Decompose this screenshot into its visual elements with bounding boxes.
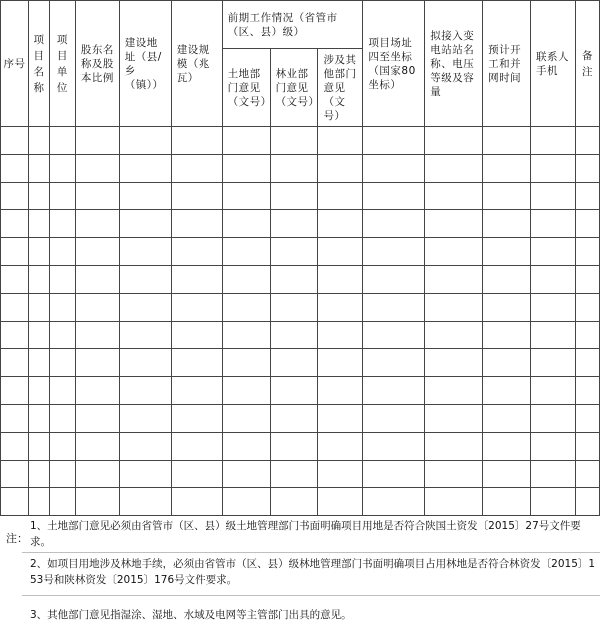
table-cell[interactable] <box>49 293 75 321</box>
table-cell[interactable] <box>575 182 599 210</box>
table-cell[interactable] <box>171 238 222 266</box>
table-cell[interactable] <box>425 182 483 210</box>
table-cell[interactable] <box>270 154 318 182</box>
table-cell[interactable] <box>425 460 483 488</box>
table-cell[interactable] <box>531 321 576 349</box>
table-cell[interactable] <box>425 293 483 321</box>
note-item-1: 1、土地部门意见必须由省管市（区、县）级土地管理部门书面明确项目用地是否符合陕国土资发〔2015〕27号文件要求。 <box>30 520 581 548</box>
header-forest-opinion: 林业部门意见（文号） <box>270 49 318 127</box>
table-cell[interactable] <box>49 154 75 182</box>
table-cell[interactable] <box>28 432 49 460</box>
table-cell[interactable] <box>222 432 270 460</box>
table-cell[interactable] <box>222 404 270 432</box>
table-cell[interactable] <box>28 321 49 349</box>
table-cell[interactable] <box>1 293 29 321</box>
table-cell[interactable] <box>119 238 171 266</box>
table-cell[interactable] <box>363 349 425 377</box>
table-cell[interactable] <box>318 210 363 238</box>
table-cell[interactable] <box>531 127 576 155</box>
header-project-unit: 项目单位 <box>49 1 75 127</box>
table-cell[interactable] <box>575 293 599 321</box>
table-cell[interactable] <box>171 210 222 238</box>
table-cell[interactable] <box>75 265 119 293</box>
table-cell[interactable] <box>1 488 29 516</box>
table-cell[interactable] <box>363 377 425 405</box>
table-cell[interactable] <box>171 349 222 377</box>
table-cell[interactable] <box>531 432 576 460</box>
header-grid-time: 预计开工和并网时间 <box>483 1 531 127</box>
table-cell[interactable] <box>363 404 425 432</box>
header-other-opinion: 涉及其他部门意见（文号） <box>318 49 363 127</box>
table-cell[interactable] <box>270 182 318 210</box>
table-cell[interactable] <box>49 127 75 155</box>
table-cell[interactable] <box>575 238 599 266</box>
table-row <box>1 460 600 488</box>
table-cell[interactable] <box>1 238 29 266</box>
table-cell[interactable] <box>222 154 270 182</box>
table-cell[interactable] <box>575 127 599 155</box>
table-cell[interactable] <box>171 182 222 210</box>
table-cell[interactable] <box>318 404 363 432</box>
table-cell[interactable] <box>75 321 119 349</box>
table-cell[interactable] <box>119 349 171 377</box>
table-cell[interactable] <box>318 154 363 182</box>
header-prelim-group: 前期工作情况（省管市（区、县）级） <box>222 1 363 49</box>
table-cell[interactable] <box>1 432 29 460</box>
table-cell[interactable] <box>119 127 171 155</box>
header-seq: 序号 <box>1 1 29 127</box>
table-cell[interactable] <box>1 377 29 405</box>
table-cell[interactable] <box>575 210 599 238</box>
table-cell[interactable] <box>75 404 119 432</box>
table-cell[interactable] <box>575 154 599 182</box>
header-location: 建设地址（县/乡（镇）） <box>119 1 171 127</box>
table-cell[interactable] <box>270 210 318 238</box>
table-cell[interactable] <box>28 293 49 321</box>
table-cell[interactable] <box>531 488 576 516</box>
table-cell[interactable] <box>425 321 483 349</box>
table-row <box>1 321 600 349</box>
table-cell[interactable] <box>171 154 222 182</box>
table-cell[interactable] <box>318 460 363 488</box>
table-cell[interactable] <box>119 432 171 460</box>
table-cell[interactable] <box>483 265 531 293</box>
table-cell[interactable] <box>483 432 531 460</box>
table-cell[interactable] <box>575 265 599 293</box>
table-cell[interactable] <box>119 154 171 182</box>
table-cell[interactable] <box>318 182 363 210</box>
table-row <box>1 432 600 460</box>
table-cell[interactable] <box>75 238 119 266</box>
table-cell[interactable] <box>49 182 75 210</box>
table-cell[interactable] <box>531 182 576 210</box>
table-cell[interactable] <box>483 404 531 432</box>
table-cell[interactable] <box>222 238 270 266</box>
table-cell[interactable] <box>75 154 119 182</box>
table-cell[interactable] <box>49 460 75 488</box>
table-cell[interactable] <box>119 210 171 238</box>
table-cell[interactable] <box>363 210 425 238</box>
table-cell[interactable] <box>318 488 363 516</box>
table-cell[interactable] <box>318 265 363 293</box>
table-cell[interactable] <box>119 460 171 488</box>
table-cell[interactable] <box>425 432 483 460</box>
table-cell[interactable] <box>483 182 531 210</box>
table-cell[interactable] <box>119 488 171 516</box>
table-cell[interactable] <box>75 377 119 405</box>
table-cell[interactable] <box>425 349 483 377</box>
table-cell[interactable] <box>483 377 531 405</box>
header-remark: 备注 <box>575 1 599 127</box>
table-cell[interactable] <box>222 488 270 516</box>
table-row <box>1 154 600 182</box>
table-cell[interactable] <box>75 210 119 238</box>
table-cell[interactable] <box>119 377 171 405</box>
table-cell[interactable] <box>483 127 531 155</box>
table-cell[interactable] <box>171 460 222 488</box>
table-cell[interactable] <box>171 127 222 155</box>
notes-section <box>0 516 600 633</box>
table-cell[interactable] <box>171 377 222 405</box>
table-cell[interactable] <box>1 210 29 238</box>
table-cell[interactable] <box>531 293 576 321</box>
table-cell[interactable] <box>28 460 49 488</box>
table-cell[interactable] <box>222 210 270 238</box>
table-cell[interactable] <box>363 432 425 460</box>
table-cell[interactable] <box>222 349 270 377</box>
header-substation: 拟接入变电站站名称、电压等级及容量 <box>425 1 483 127</box>
table-cell[interactable] <box>318 432 363 460</box>
table-cell[interactable] <box>119 404 171 432</box>
table-cell[interactable] <box>425 265 483 293</box>
table-cell[interactable] <box>270 488 318 516</box>
table-cell[interactable] <box>425 488 483 516</box>
table-cell[interactable] <box>483 238 531 266</box>
table-cell[interactable] <box>425 377 483 405</box>
table-cell[interactable] <box>49 238 75 266</box>
table-cell[interactable] <box>270 265 318 293</box>
table-cell[interactable] <box>75 127 119 155</box>
table-cell[interactable] <box>171 432 222 460</box>
table-cell[interactable] <box>28 154 49 182</box>
table-cell[interactable] <box>270 321 318 349</box>
table-cell[interactable] <box>75 432 119 460</box>
table-cell[interactable] <box>171 321 222 349</box>
table-cell[interactable] <box>363 321 425 349</box>
table-row <box>1 182 600 210</box>
table-cell[interactable] <box>318 349 363 377</box>
table-cell[interactable] <box>49 488 75 516</box>
table-cell[interactable] <box>363 182 425 210</box>
table-cell[interactable] <box>575 488 599 516</box>
header-shareholders: 股东名称及股本比例 <box>75 1 119 127</box>
table-cell[interactable] <box>222 321 270 349</box>
table-cell[interactable] <box>1 321 29 349</box>
note-item-2: 2、如项目用地涉及林地手续，必须由省管市（区、县）级林地管理部门书面明确项目占用林地是否符合林资发〔2015〕153号和陕林资发〔2015〕176号文件要求。 <box>30 558 596 586</box>
table-cell[interactable] <box>1 127 29 155</box>
table-cell[interactable] <box>49 321 75 349</box>
table-row <box>1 404 600 432</box>
table-cell[interactable] <box>531 460 576 488</box>
table-cell[interactable] <box>363 127 425 155</box>
note-divider <box>22 552 600 553</box>
table-cell[interactable] <box>575 377 599 405</box>
table-cell[interactable] <box>363 154 425 182</box>
table-cell[interactable] <box>270 377 318 405</box>
table-cell[interactable] <box>270 460 318 488</box>
table-cell[interactable] <box>222 265 270 293</box>
table-cell[interactable] <box>318 238 363 266</box>
table-cell[interactable] <box>318 127 363 155</box>
table-cell[interactable] <box>222 460 270 488</box>
table-cell[interactable] <box>119 182 171 210</box>
table-cell[interactable] <box>1 265 29 293</box>
table-row <box>1 488 600 516</box>
table-cell[interactable] <box>49 349 75 377</box>
table-cell[interactable] <box>75 349 119 377</box>
table-cell[interactable] <box>318 377 363 405</box>
table-cell[interactable] <box>363 238 425 266</box>
table-cell[interactable] <box>425 154 483 182</box>
table-cell[interactable] <box>1 404 29 432</box>
table-cell[interactable] <box>363 265 425 293</box>
table-cell[interactable] <box>363 488 425 516</box>
table-cell[interactable] <box>575 432 599 460</box>
table-cell[interactable] <box>222 293 270 321</box>
table-cell[interactable] <box>483 293 531 321</box>
table-cell[interactable] <box>531 210 576 238</box>
header-project-name: 项目名称 <box>28 1 49 127</box>
table-cell[interactable] <box>575 404 599 432</box>
table-cell[interactable] <box>75 293 119 321</box>
header-row-top <box>1 1 600 49</box>
table-row <box>1 210 600 238</box>
table-cell[interactable] <box>483 210 531 238</box>
table-cell[interactable] <box>1 182 29 210</box>
table-cell[interactable] <box>28 210 49 238</box>
table-cell[interactable] <box>49 404 75 432</box>
table-cell[interactable] <box>75 182 119 210</box>
table-row <box>1 127 600 155</box>
table-cell[interactable] <box>28 488 49 516</box>
header-scale: 建设规模（兆瓦） <box>171 1 222 127</box>
table-cell[interactable] <box>270 127 318 155</box>
table-cell[interactable] <box>531 404 576 432</box>
table-cell[interactable] <box>119 293 171 321</box>
table-cell[interactable] <box>119 265 171 293</box>
table-cell[interactable] <box>49 265 75 293</box>
table-cell[interactable] <box>49 377 75 405</box>
table-cell[interactable] <box>28 404 49 432</box>
table-cell[interactable] <box>425 404 483 432</box>
header-land-opinion: 土地部门意见（文号） <box>222 49 270 127</box>
table-cell[interactable] <box>425 127 483 155</box>
table-cell[interactable] <box>28 127 49 155</box>
table-cell[interactable] <box>119 321 171 349</box>
table-cell[interactable] <box>28 377 49 405</box>
table-cell[interactable] <box>531 154 576 182</box>
table-cell[interactable] <box>28 349 49 377</box>
table-cell[interactable] <box>1 154 29 182</box>
table-cell[interactable] <box>575 321 599 349</box>
table-cell[interactable] <box>483 488 531 516</box>
table-row <box>1 265 600 293</box>
note-divider <box>22 595 600 596</box>
notes-label: 注： <box>6 532 28 545</box>
table-cell[interactable] <box>28 182 49 210</box>
table-cell[interactable] <box>363 293 425 321</box>
table-cell[interactable] <box>483 349 531 377</box>
table-cell[interactable] <box>363 460 425 488</box>
table-cell[interactable] <box>483 154 531 182</box>
table-cell[interactable] <box>1 349 29 377</box>
table-cell[interactable] <box>75 488 119 516</box>
table-cell[interactable] <box>171 265 222 293</box>
table-cell[interactable] <box>483 321 531 349</box>
table-cell[interactable] <box>171 404 222 432</box>
table-cell[interactable] <box>28 265 49 293</box>
table-cell[interactable] <box>531 265 576 293</box>
table-cell[interactable] <box>575 460 599 488</box>
table-row <box>1 377 600 405</box>
table-cell[interactable] <box>270 432 318 460</box>
table-cell[interactable] <box>575 349 599 377</box>
table-cell[interactable] <box>28 238 49 266</box>
table-cell[interactable] <box>425 238 483 266</box>
table-cell[interactable] <box>75 460 119 488</box>
table-cell[interactable] <box>270 293 318 321</box>
table-cell[interactable] <box>318 321 363 349</box>
table-cell[interactable] <box>222 377 270 405</box>
table-cell[interactable] <box>318 293 363 321</box>
table-cell[interactable] <box>531 238 576 266</box>
table-cell[interactable] <box>222 182 270 210</box>
table-cell[interactable] <box>270 404 318 432</box>
table-cell[interactable] <box>270 238 318 266</box>
table-cell[interactable] <box>1 460 29 488</box>
table-row <box>1 293 600 321</box>
note-item-3: 3、其他部门意见指湿涂、湿地、水域及电网等主管部门出具的意见。 <box>30 609 352 621</box>
table-cell[interactable] <box>531 377 576 405</box>
table-cell[interactable] <box>222 127 270 155</box>
table-cell[interactable] <box>49 432 75 460</box>
table-row <box>1 349 600 377</box>
table-cell[interactable] <box>49 210 75 238</box>
table-cell[interactable] <box>270 349 318 377</box>
table-cell[interactable] <box>483 460 531 488</box>
table-row <box>1 238 600 266</box>
header-contact: 联系人手机 <box>531 1 576 127</box>
table-cell[interactable] <box>531 349 576 377</box>
table-cell[interactable] <box>171 488 222 516</box>
table-cell[interactable] <box>171 293 222 321</box>
header-coords: 项目场址四至坐标（国家80坐标） <box>363 1 425 127</box>
table-cell[interactable] <box>425 210 483 238</box>
